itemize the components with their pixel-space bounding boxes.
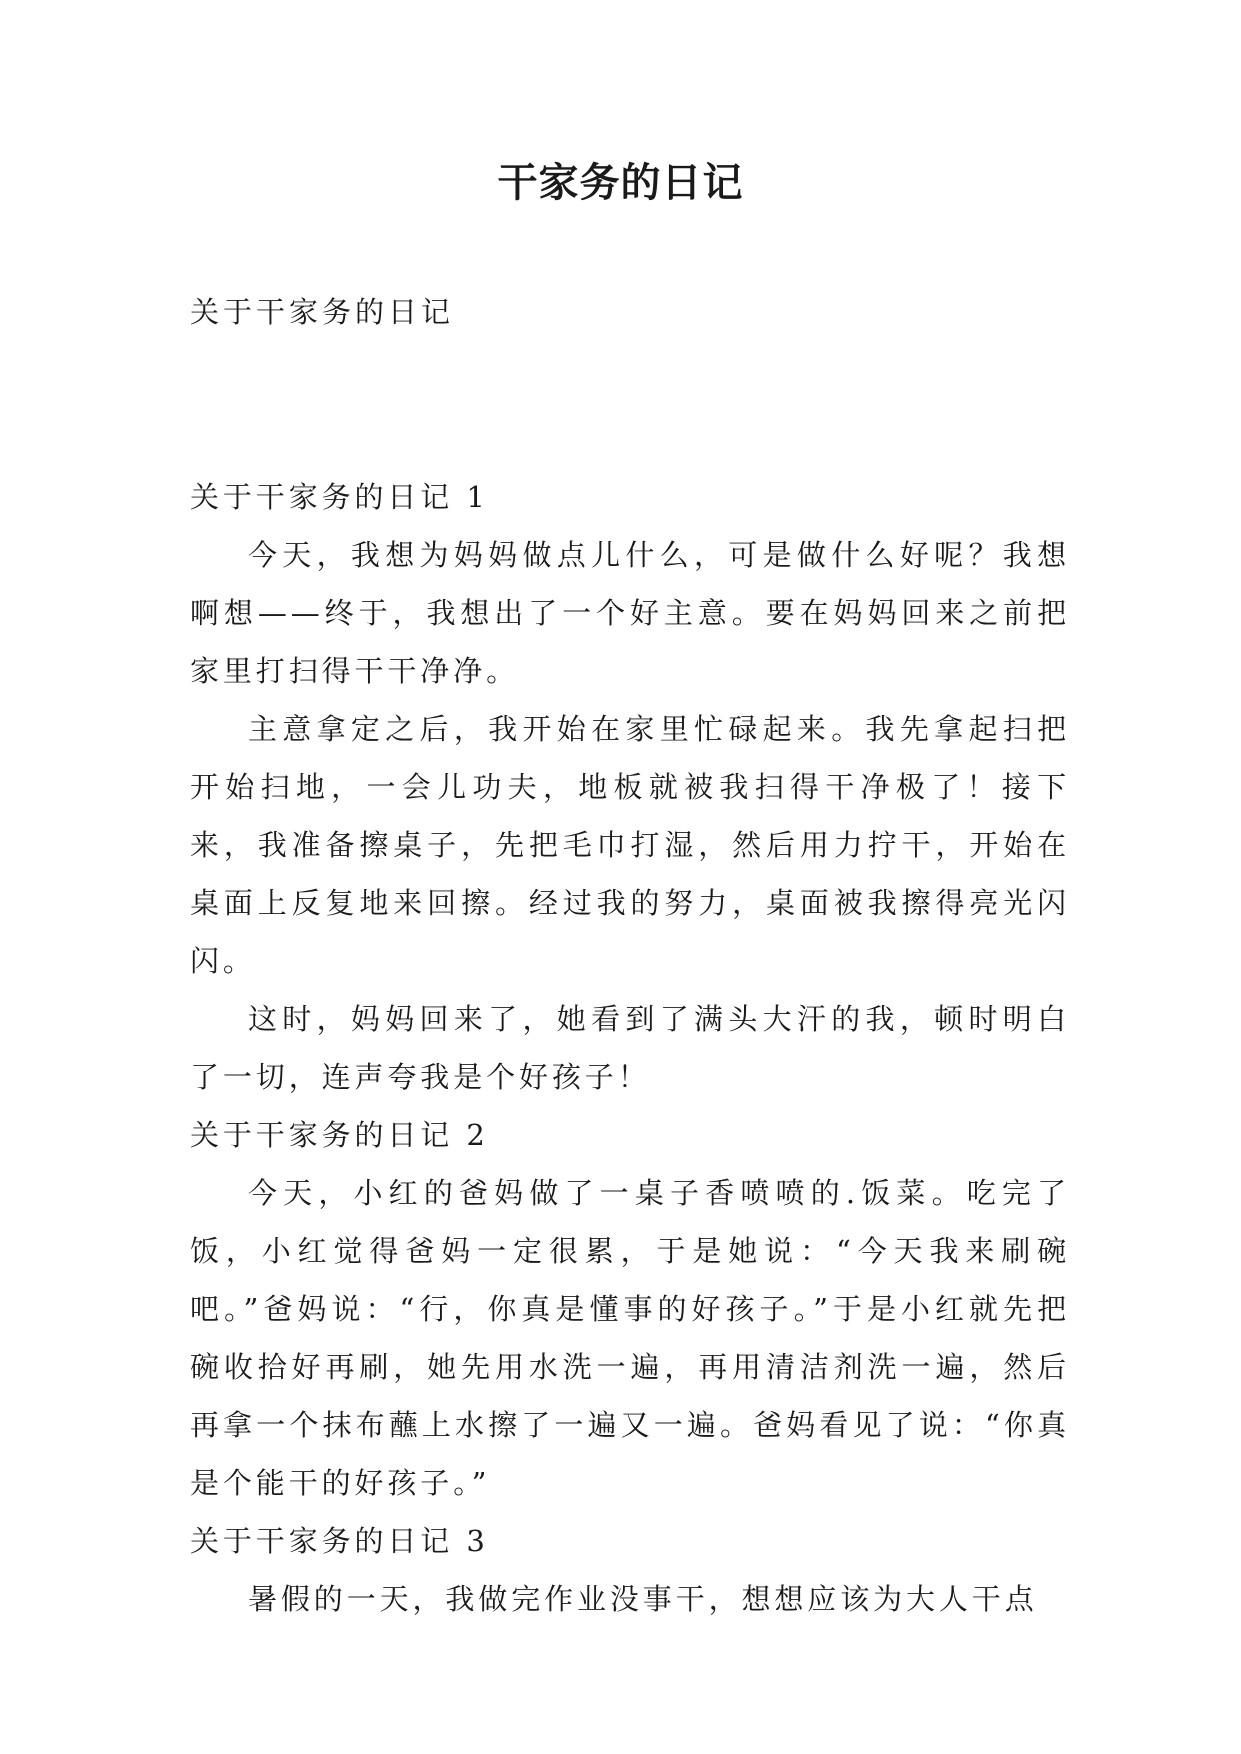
document-title: 干家务的日记 [497,160,744,206]
section-3-paragraph-1: 暑假的一天，我做完作业没事干，想想应该为大人干点 [248,1582,1038,1616]
section-1-paragraph-3: 这时，妈妈回来了，她看到了满头大汗的我，顿时明白了一切，连声夸我是个好孩子！ [190,1002,1070,1094]
document-subtitle: 关于干家务的日记 [190,295,455,329]
section-2-paragraph-1: 今天，小红的爸妈做了一桌子香喷喷的.饭菜。吃完了饭，小红觉得爸妈一定很累，于是她说：“今天我来刷碗吧。”爸妈说：“行，你真是懂事的好孩子。”于是小红就先把碗收拾好再刷，她先用水洗一遍，再用清洁剂洗一遍，然后再拿一个抹布蘸上水擦了一遍又一遍。爸妈看见了说：“你真是个能干的好孩子。” [190,1176,1070,1500]
section-heading-1: 关于干家务的日记 1 [190,480,489,514]
section-1-paragraph-1: 今天，我想为妈妈做点儿什么，可是做什么好呢？我想啊想——终于，我想出了一个好主意。要在妈妈回来之前把家里打扫得干干净净。 [190,538,1070,688]
document-body [190,468,1070,1628]
section-1-paragraph-2: 主意拿定之后，我开始在家里忙碌起来。我先拿起扫把开始扫地，一会儿功夫，地板就被我扫得干净极了！接下来，我准备擦桌子，先把毛巾打湿，然后用力拧干，开始在桌面上反复地来回擦。经过我的努力，桌面被我擦得亮光闪闪。 [190,712,1070,978]
section-heading-2: 关于干家务的日记 2 [190,1118,489,1152]
section-heading-3: 关于干家务的日记 3 [190,1524,489,1558]
